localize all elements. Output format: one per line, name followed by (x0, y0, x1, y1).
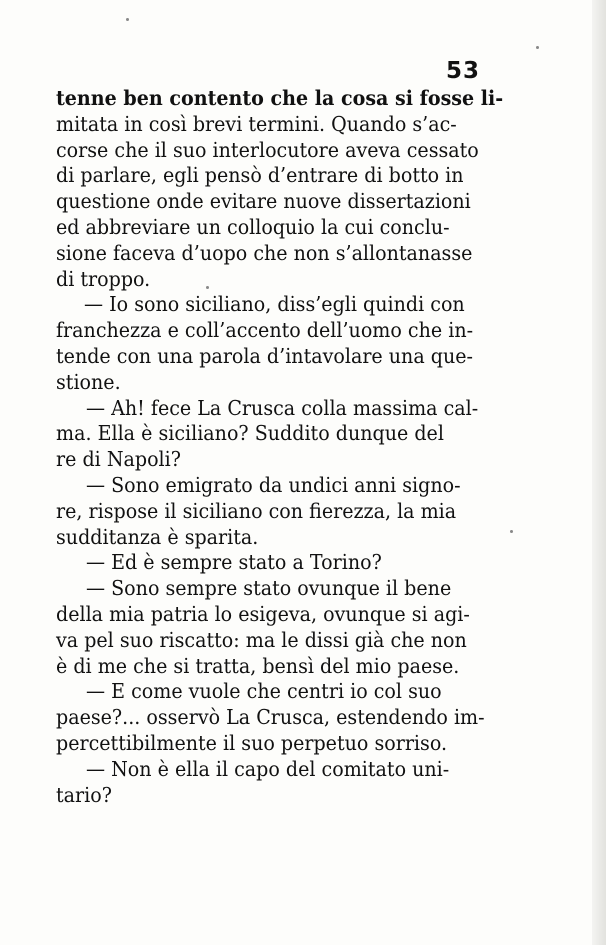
text-line: — Ed è sempre stato a Torino? (86, 550, 382, 575)
text-line: franchezza e coll’accento dell’uomo che in- (56, 318, 474, 343)
text-line: è di me che si tratta, bensì del mio paese. (56, 653, 460, 678)
paper-speck (510, 530, 513, 533)
text-line: — Sono sempre stato ovunque il bene (86, 576, 452, 601)
text-line: questione onde evitare nuove dissertazioni (56, 189, 471, 214)
text-line: — E come vuole che centri io col suo (86, 679, 442, 704)
text-line: — Non è ella il capo del comitato uni- (86, 756, 450, 781)
text-line: stione. (56, 369, 121, 394)
text-line: — Io sono siciliano, diss’egli quindi con (84, 292, 465, 317)
text-line: tende con una parola d’intavolare una que- (56, 343, 473, 368)
text-line: sudditanza è sparita. (56, 524, 259, 549)
text-line: ed abbreviare un colloquio la cui conclu- (56, 214, 450, 239)
page-edge-shadow (592, 0, 606, 945)
paper-speck (536, 46, 539, 49)
text-line: corse che il suo interlocutore aveva cessato (56, 137, 479, 162)
text-line: di troppo. (56, 266, 151, 291)
text-line: sione faceva d’uopo che non s’allontanasse (56, 240, 473, 265)
text-line: tenne ben contento che la cosa si fosse li- (56, 86, 504, 110)
text-line: di parlare, egli pensò d’entrare di botto in (56, 163, 464, 188)
text-line: re, rispose il siciliano con fierezza, la mia (56, 498, 457, 523)
page-number: 53 (446, 58, 481, 84)
text-line: mitata in così brevi termini. Quando s’ac- (56, 111, 457, 136)
paper-speck (126, 18, 129, 21)
text-line: paese?... osservò La Crusca, estendendo im- (56, 705, 485, 730)
text-line: percettibilmente il suo perpetuo sorriso. (56, 730, 448, 755)
text-line: della mia patria lo esigeva, ovunque si agi- (56, 601, 470, 626)
text-line: — Sono emigrato da undici anni signo- (86, 472, 461, 497)
text-line: va pel suo riscatto: ma le dissi già che non (56, 627, 467, 652)
text-line: re di Napoli? (56, 447, 181, 472)
text-line: — Ah! fece La Crusca colla massima cal- (86, 395, 479, 420)
text-line: tario? (56, 782, 112, 807)
body-text (56, 86, 504, 808)
text-line: ma. Ella è siciliano? Suddito dunque del (56, 421, 444, 446)
